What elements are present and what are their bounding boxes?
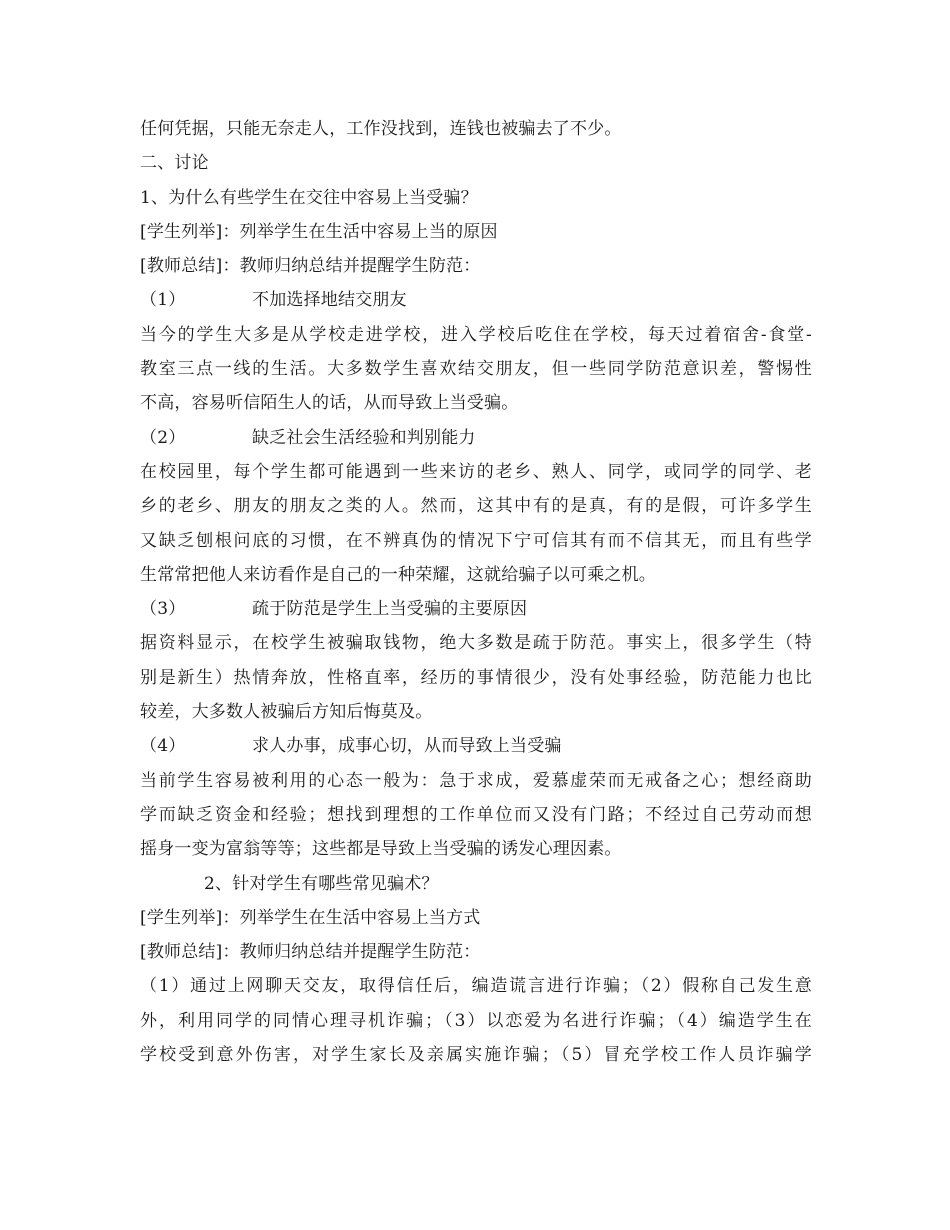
list-item-heading	[140, 592, 812, 626]
text-line: 1、为什么有些学生在交往中容易上当受骗？	[140, 187, 478, 208]
list-item-number: （2）	[140, 427, 186, 448]
list-item-title: 求人办事，成事心切，从而导致上当受骗	[252, 736, 562, 757]
text-line: 不高，容易听信陌生人的话，从而导致上当受骗。	[140, 393, 519, 414]
text-line: 摇身一变为富翁等等；这些都是导致上当受骗的诱发心理因素。	[140, 839, 622, 860]
document-page	[140, 112, 812, 1072]
text-line: 任何凭据，只能无奈走人，工作没找到，连钱也被骗去了不少。	[140, 119, 622, 139]
text-line: （1）通过上网聊天交友，取得信任后，编造谎言进行诈骗；（2）假称自己发生意	[140, 976, 812, 997]
list-item-heading	[140, 283, 812, 317]
text-line: 二、讨论	[140, 153, 209, 174]
text-line: [学生列举]：列举学生在生活中容易上当的原因	[140, 221, 498, 242]
text-line: 2、针对学生有哪些常见骗术？	[204, 873, 439, 894]
text-line: 别是新生）热情奔放，性格直率，经历的事情很少，没有处事经验，防范能力也比	[140, 667, 812, 688]
list-item-number: （4）	[140, 736, 186, 757]
list-item-title: 缺乏社会生活经验和判别能力	[252, 427, 476, 448]
text-line: 乡的老乡、朋友的朋友之类的人。然而，这其中有的是真，有的是假，可许多学生	[140, 496, 812, 517]
text-line: 当前学生容易被利用的心态一般为：急于求成，爱慕虚荣而无戒备之心；想经商助	[140, 770, 812, 791]
text-line: 在校园里，每个学生都可能遇到一些来访的老乡、熟人、同学，或同学的同学、老	[140, 461, 812, 482]
text-line: 较差，大多数人被骗后方知后悔莫及。	[140, 702, 433, 723]
list-item-title: 不加选择地结交朋友	[252, 290, 407, 311]
text-line: 教室三点一线的生活。大多数学生喜欢结交朋友，但一些同学防范意识差，警惕性	[140, 359, 812, 380]
list-item-title: 疏于防范是学生上当受骗的主要原因	[252, 599, 528, 620]
text-line: 生常常把他人来访看作是自己的一种荣耀，这就给骗子以可乘之机。	[140, 564, 656, 585]
text-line: 据资料显示，在校学生被骗取钱物，绝大多数是疏于防范。事实上，很多学生（特	[140, 633, 812, 654]
list-item-heading	[140, 421, 812, 455]
text-line: 当今的学生大多是从学校走进学校，进入学校后吃住在学校，每天过着宿舍-食堂-	[140, 324, 812, 345]
text-line: [教师总结]：教师归纳总结并提醒学生防范：	[140, 256, 481, 277]
text-line: [学生列举]：列举学生在生活中容易上当方式	[140, 907, 481, 928]
list-item-heading	[140, 729, 812, 763]
text-line: [教师总结]：教师归纳总结并提醒学生防范：	[140, 942, 481, 963]
list-item-number: （3）	[140, 599, 186, 620]
text-line: 又缺乏刨根问底的习惯，在不辨真伪的情况下宁可信其有而不信其无，而且有些学	[140, 530, 812, 551]
list-item-number: （1）	[140, 290, 186, 311]
text-line: 外，利用同学的同情心理寻机诈骗；（3）以恋爱为名进行诈骗；（4）编造学生在	[140, 1010, 812, 1031]
text-line: 学而缺乏资金和经验；想找到理想的工作单位而又没有门路；不经过自己劳动而想	[140, 804, 812, 825]
text-line: 学校受到意外伤害，对学生家长及亲属实施诈骗；（5）冒充学校工作人员诈骗学	[140, 1045, 812, 1066]
